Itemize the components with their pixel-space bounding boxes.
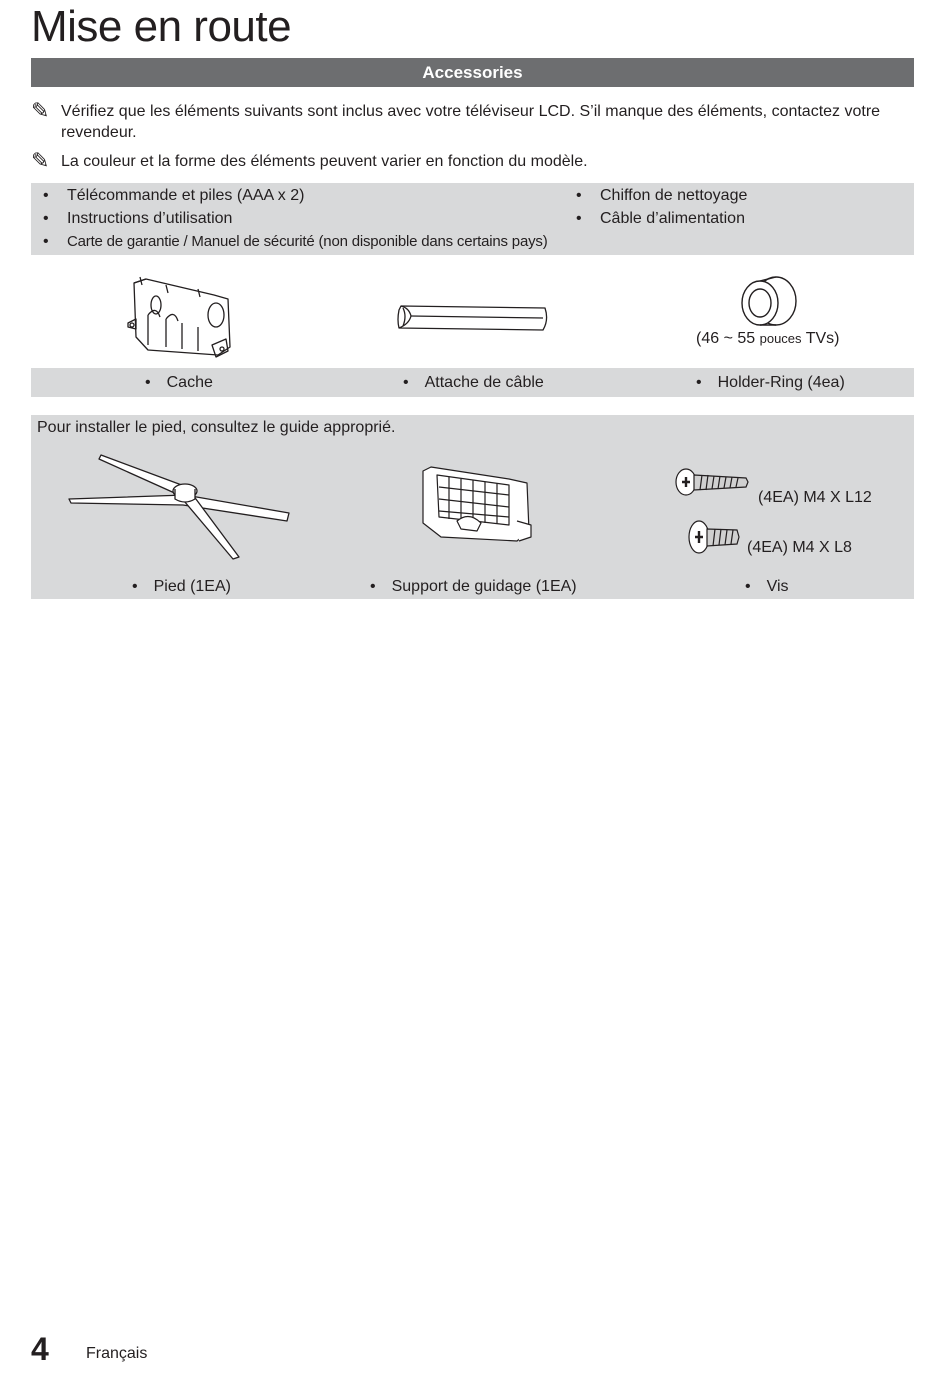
- screw-label-m4-l12: (4EA) M4 X L12: [758, 489, 872, 506]
- screw-label-m4-l8: (4EA) M4 X L8: [747, 539, 852, 556]
- caption-text: Support de guidage (1EA): [391, 578, 577, 595]
- caption-text: Vis: [766, 578, 789, 595]
- accessories-list-right: [564, 184, 747, 230]
- bullet: •: [745, 578, 751, 595]
- note-text: La couleur et la forme des éléments peuvent varier en fonction du modèle.: [61, 153, 588, 170]
- screw-m4-l12-icon: [674, 467, 750, 497]
- caption-holder-ring: [696, 368, 845, 397]
- page-number: 4: [31, 1331, 49, 1367]
- bullet: •: [145, 374, 151, 391]
- caption-screws: [745, 572, 789, 601]
- stand-box: [31, 415, 914, 599]
- cable-tie-illustration: [393, 300, 553, 334]
- caption-text: Holder-Ring (4ea): [717, 374, 845, 391]
- bullet: •: [696, 374, 702, 391]
- list-item: • Carte de garantie / Manuel de sécurité (non disponible dans certains pays): [31, 230, 548, 253]
- cover-illustration: [118, 275, 238, 360]
- accessories-list-left: [31, 184, 548, 253]
- size-unit: pouces: [759, 331, 802, 346]
- size-prefix: (46 ~ 55: [696, 330, 760, 347]
- size-suffix: TVs): [801, 330, 840, 347]
- illustrated-captions-box: [31, 368, 914, 397]
- holder-ring-illustration: [738, 275, 800, 331]
- note-color-shape: [31, 148, 911, 173]
- caption-stand: [132, 572, 231, 601]
- note-included-items: [31, 98, 911, 143]
- accessories-list-box: [31, 183, 914, 255]
- caption-guide-stand: [370, 572, 577, 601]
- note-text: Vérifiez que les éléments suivants sont inclus avec votre téléviseur LCD. S’il manque des éléments, contactez votre revendeur.: [61, 103, 881, 141]
- caption-cable-tie: [403, 368, 544, 397]
- caption-text: Attache de câble: [424, 374, 544, 391]
- list-item: • Câble d’alimentation: [564, 207, 747, 230]
- screw-m4-l8-icon: [687, 515, 743, 557]
- page-title: Mise en route: [31, 2, 292, 51]
- caption-text: Cache: [166, 374, 213, 391]
- guide-stand-illustration: [417, 465, 535, 545]
- bullet: •: [403, 374, 409, 391]
- stand-base-illustration: [65, 453, 295, 563]
- holder-ring-size-label: [696, 330, 839, 348]
- bullet: •: [370, 578, 376, 595]
- footer-language: Français: [86, 1345, 148, 1362]
- list-item: • Instructions d’utilisation: [31, 207, 548, 230]
- stand-intro-text: Pour installer le pied, consultez le guide approprié.: [37, 419, 396, 436]
- bullet: •: [132, 578, 138, 595]
- caption-cache: [145, 368, 213, 397]
- section-header-accessories: Accessories: [31, 58, 914, 87]
- list-item: • Chiffon de nettoyage: [564, 184, 747, 207]
- pencil-note-icon: ✎: [31, 98, 50, 123]
- list-item: • Télécommande et piles (AAA x 2): [31, 184, 548, 207]
- pencil-note-icon: ✎: [31, 148, 50, 173]
- caption-text: Pied (1EA): [153, 578, 231, 595]
